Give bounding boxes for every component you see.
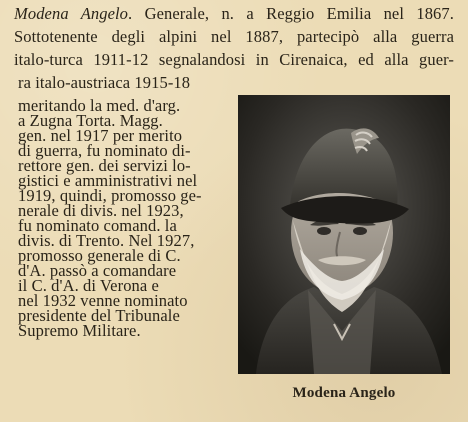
text-line-1: Modena Angelo. Generale, n. a Reggio Emilia nel 1867. xyxy=(14,4,454,23)
text-line-14: divis. di Trento. Nel 1927, xyxy=(18,231,195,250)
text-line-4: ra italo-austriaca 1915-18 xyxy=(18,73,191,92)
text-line-16: d'A. passò a comandare xyxy=(18,261,177,280)
text-line-10: gistici e amministrativi nel xyxy=(18,171,198,190)
portrait-photo xyxy=(238,95,450,374)
text-line-11: 1919, quindi, promosso ge- xyxy=(18,186,202,205)
text-line-7: gen. nel 1917 per merito xyxy=(18,126,183,145)
text-line-8: di guerra, fu nominato di- xyxy=(18,141,191,160)
text-line-20: Supremo Militare. xyxy=(18,321,141,340)
text-line-12: nerale di divis. nel 1923, xyxy=(18,201,184,220)
photo-caption: Modena Angelo xyxy=(292,385,396,401)
text-line-3: italo-turca 1911-12 segnalandosi in Cirenaica, ed alla guer- xyxy=(14,50,454,69)
text-line-9: rettore gen. dei servizi lo- xyxy=(18,156,191,175)
text-line-6: a Zugna Torta. Magg. xyxy=(18,111,163,130)
text-line-15: promosso generale di C. xyxy=(18,246,181,265)
entry-line-1: Generale, n. a Reggio Emilia nel 1867. xyxy=(144,4,454,23)
text-line-17: il C. d'A. di Verona e xyxy=(18,276,159,295)
text-line-18: nel 1932 venne nominato xyxy=(18,291,188,310)
text-line-5: meritando la med. d'arg. xyxy=(18,96,181,115)
text-line-19: presidente del Tribunale xyxy=(18,306,180,325)
text-line-13: fu nominato comand. la xyxy=(18,216,177,235)
text-line-2: Sottotenente degli alpini nel 1887, partecipò alla guerra xyxy=(14,27,454,46)
entry-name: Modena Angelo xyxy=(14,4,129,23)
